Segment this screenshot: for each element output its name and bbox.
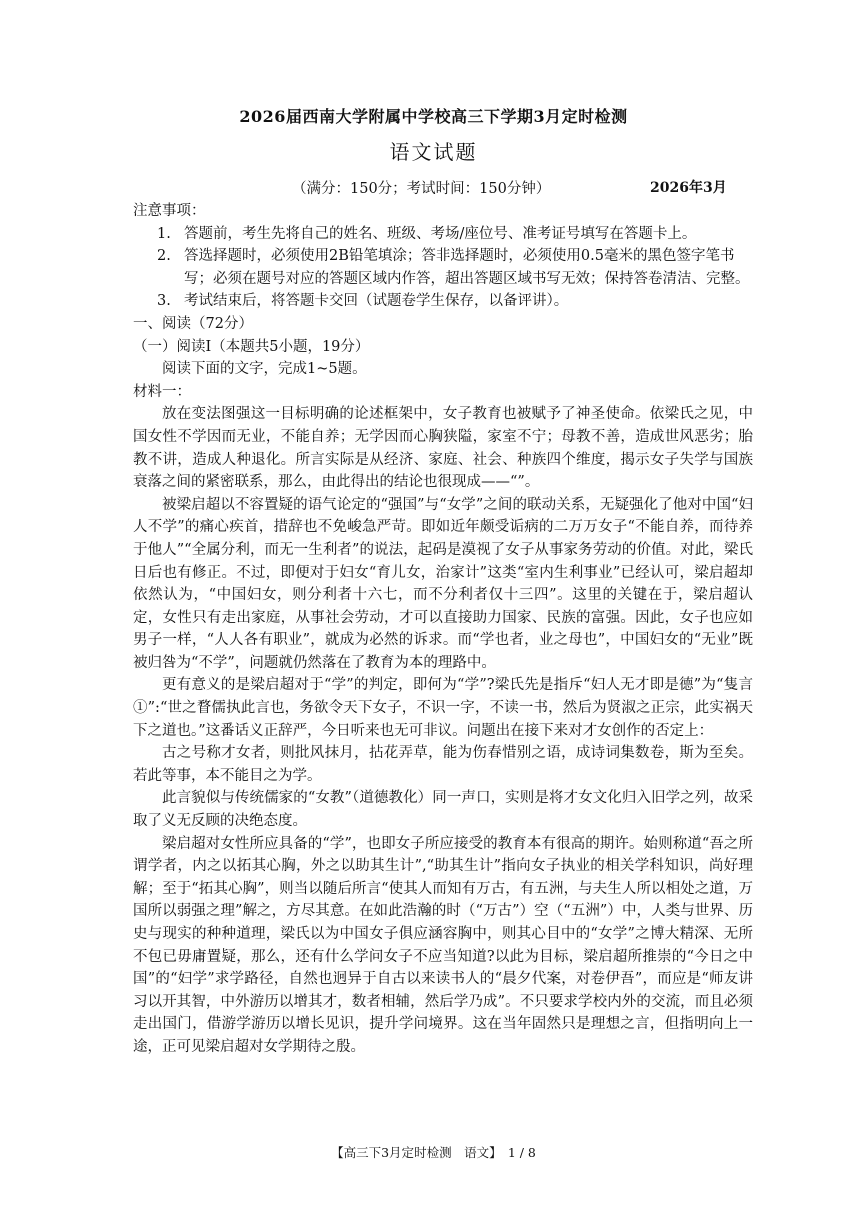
notice-item [133, 223, 753, 246]
notice-item-number: 2. [157, 248, 171, 265]
subsection-heading: （一）阅读I（本题共5小题，19分） [133, 338, 370, 355]
notice-label: 注意事项： [133, 203, 206, 219]
notice-item [133, 290, 753, 313]
paragraph: 梁启超对女性所应具备的“学”，也即女子所应接受的教育本有很高的期许。始则称道“吾之所谓学者，内之以拓其心胸，外之以助其生计”,“助其生计”指向女子执业的相关学科知识，尚好理解；至于“拓其心胸”，则当以随后所言“使其人而知有万古，有五洲，与夫生人所以相处之道，万国所以弱强之理”解之，方尽其意。在如此浩瀚的时（“万古”）空（“五洲”）中，人类与世界、历史与现实的种种道理，梁氏以为中国女子俱应涵容胸中，则其心目中的“女学”之博大精深、无所不包已毋庸置疑，那么，还有什么学问女子不应当知道?以此为目标，梁启超所推崇的“今日之中国”的“妇学”求学路径，自然也迥异于自古以来读书人的“晨夕代案，对卷伊吾”，而应是“师友讲习以开其智，中外游历以增其才，数者相辅，然后学乃成”。不只要求学校内外的交流，而且必须走出国门，借游学游历以增长见识，提升学问境界。这在当年固然只是理想之言，但指明向上一途，正可见梁启超对女学期待之殷。 [133, 835, 753, 1055]
material-label: 材料一： [133, 383, 191, 400]
exam-title: 2026届西南大学附属中学校高三下学期3月定时检测 [239, 107, 628, 126]
quotation: 古之号称才女者，则批风抹月，拈花弄草，能为伤春惜别之语，成诗词集数卷，斯为至矣。若此等事，本不能目之为学。 [133, 745, 753, 784]
paragraph: 放在变法图强这一目标明确的论述框架中，女子教育也被赋予了神圣使命。依梁氏之见，中国女性不学因而无业，不能自养；无学因而心胸狭隘，家室不宁；母教不善，造成世风恶劣；胎教不讲，造成人种退化。所言实际是从经济、家庭、社会、种族四个维度，揭示女子失学与国族衰落之间的紧密联系，那么，由此得出的结论也很现成——“”。 [133, 406, 753, 491]
exam-body [133, 200, 753, 1059]
page-footer: 【高三下3月定时检测 语文】 1 / 8 [331, 1145, 536, 1160]
notice-list [133, 223, 753, 313]
paragraph: 更有意义的是梁启超对于“学”的判定，即何为“学”?梁氏先是指斥“妇人无才即是德”为“隻言①”:“世之瞀儒执此言也，务欲令天下女子，不识一字，不读一书，然后为贤淑之正宗，此实祸天下之道也。”这番话义正辞严，今日听来也无可非议。问题出在接下来对才女创作的否定上： [133, 677, 753, 739]
exam-date: 2026年3月 [650, 180, 727, 196]
reading-instruction: 阅读下面的文字，完成1~5题。 [162, 361, 367, 378]
subject-title: 语文试题 [389, 140, 478, 164]
exam-meta: （满分：150分；考试时间：150分钟） [292, 181, 551, 197]
notice-item-number: 1. [157, 225, 171, 242]
notice-item-text: 考试结束后，将答题卡交回（试题卷学生保存，以备评讲）。 [184, 293, 569, 310]
notice-item-number: 3. [157, 293, 171, 310]
paragraph: 被梁启超以不容置疑的语气论定的“强国”与“女学”之间的联动关系，无疑强化了他对中国“妇人不学”的痛心疾首，措辞也不免峻急严苛。即如近年颇受诟病的二万万女子“不能自养，而待养于他人”“全属分利，而无一生利者”的说法，起码是漠视了女子从事家务劳动的价值。对此，梁氏日后也有修正。不过，即便对于妇女“育儿女，治家计”这类“室内生利事业”已经认可，梁启超却依然认为，“中国妇女，则分利者十六七，而不分利者仅十三四”。这里的关键在于，梁启超认定，女性只有走出家庭，从事社会劳动，才可以直接助力国家、民族的富强。因此，女子也应如男子一样，“人人各有职业”，就成为必然的诉求。而“学也者，业之母也”，中国妇女的“无业”既被归咎为“不学”，问题就仍然落在了教育为本的理路中。 [133, 496, 753, 671]
notice-item-text: 答题前，考生先将自己的姓名、班级、考场/座位号、准考证号填写在答题卡上。 [184, 225, 697, 242]
notice-item [133, 245, 753, 290]
section-heading: 一、阅读（72分） [133, 315, 253, 332]
paragraph: 此言貌似与传统儒家的“女教”（道德教化）同一声口，实则是将才女文化归入旧学之列，故采取了义无反顾的决绝态度。 [133, 790, 753, 830]
notice-item-text: 答选择题时，必须使用2B铅笔填涂；答非选择题时，必须使用0.5毫米的黑色签字笔书写；必须在题号对应的答题区域内作答，超出答题区域书写无效；保持答卷清洁、完整。 [184, 248, 750, 287]
